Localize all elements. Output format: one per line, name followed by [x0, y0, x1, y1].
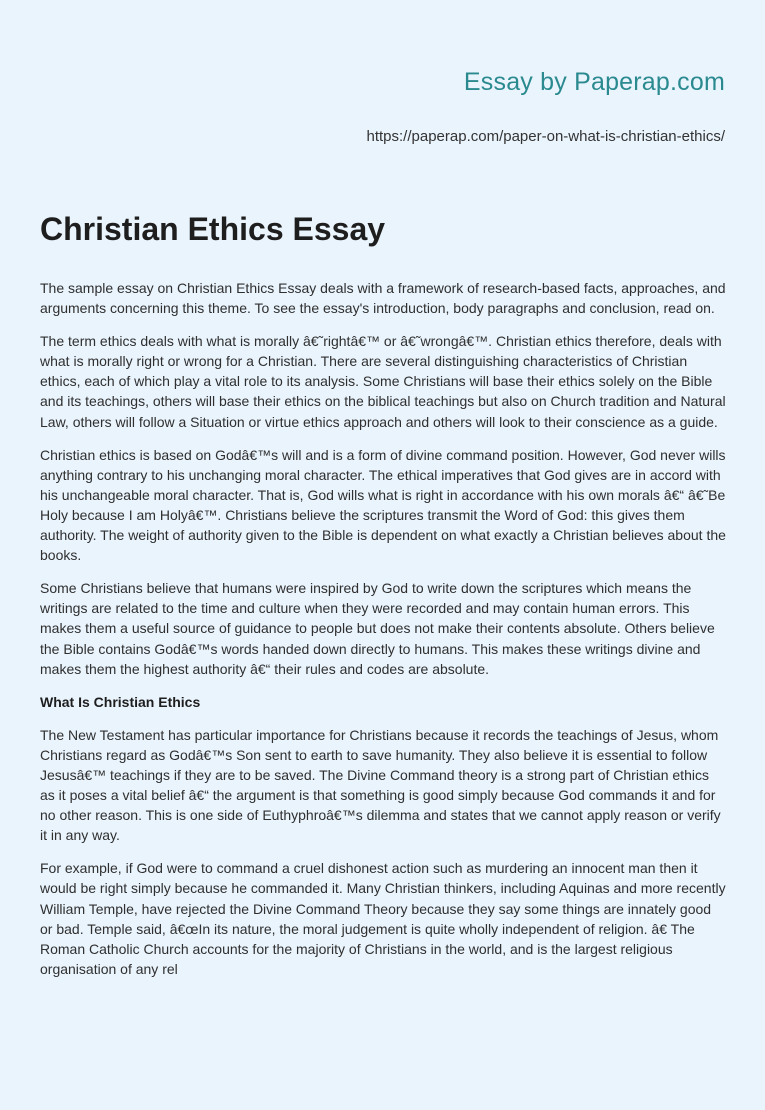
paragraph: For example, if God were to command a cruel dishonest action such as murdering an innocent man then it would be right simply because he commanded it. Many Christian thinkers, including Aquinas and more recently William Temple, have rejected the Divine Command Theory because they say some things are innately good or bad. Temple said, â€œIn its nature, the moral judgement is quite wholly independent of religion. â€ The Roman Catholic Church accounts for the majority of Christians in the world, and is the largest religious organisation of any rel: [40, 860, 726, 977]
article-body: [40, 278, 726, 992]
site-brand-link[interactable]: Essay by Paperap.com: [463, 68, 725, 96]
page-title: Christian Ethics Essay: [40, 211, 386, 247]
paragraph-intro: The sample essay on Christian Ethics Essay deals with a framework of research-based facts, approaches, and arguments concerning this theme. To see the essay's introduction, body paragraphs and conclusion, read on.: [40, 280, 726, 317]
source-url-link[interactable]: https://paperap.com/paper-on-what-is-christian-ethics/: [366, 128, 725, 145]
paragraph: Christian ethics is based on Godâ€™s will and is a form of divine command position. However, God never wills anything contrary to his unchanging moral character. The ethical imperatives that God gives are in accord with his unchangeable moral character. That is, God wills what is right in accordance with his own morals â€“ â€˜Be Holy because I am Holyâ€™. Christians believe the scriptures transmit the Word of God: this gives them authority. The weight of authority given to the Bible is dependent on what exactly a Christian believes about the books.: [40, 446, 726, 564]
paragraph: The term ethics deals with what is morally â€˜rightâ€™ or â€˜wrongâ€™. Christian ethics therefore, deals with what is morally right or wrong for a Christian. There are several distinguishing characteristics of Christian ethics, each of which play a vital role to its analysis. Some Christians will base their ethics solely on the Bible and its teachings, others will base their ethics on the biblical teachings but also on Church tradition and Natural Law, others will follow a Situation or virtue ethics approach and others will look to their conscience as a guide.: [40, 333, 726, 430]
paragraph: The New Testament has particular importance for Christians because it records the teachings of Jesus, whom Christians regard as Godâ€™s Son sent to earth to save humanity. They also believe it is essential to follow Jesusâ€™ teachings if they are to be saved. The Divine Command theory is a strong part of Christian ethics as it poses a vital belief â€“ the argument is that something is good simply because God commands it and for no other reason. This is one side of Euthyphroâ€™s dilemma and states that we cannot apply reason or verify it in any way.: [40, 726, 721, 844]
section-heading: What Is Christian Ethics: [40, 693, 201, 710]
paragraph: Some Christians believe that humans were inspired by God to write down the scriptures which means the writings are related to the time and culture when they were recorded and may contain human errors. This makes them a useful source of guidance to people but does not make their contents absolute. Others believe the Bible contains Godâ€™s words handed down directly to humans. This makes these writings divine and makes them the highest authority â€“ their rules and codes are absolute.: [40, 580, 715, 677]
